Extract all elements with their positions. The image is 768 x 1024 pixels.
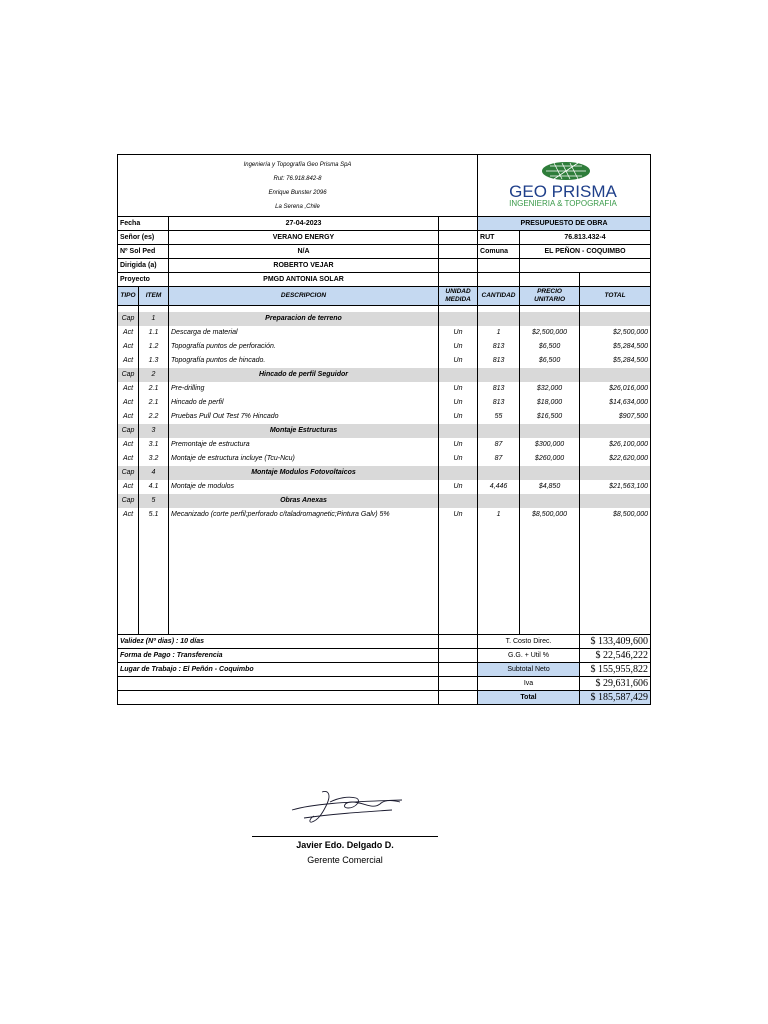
- iva-label: Iva: [478, 677, 580, 691]
- company-rut: Rut: 76.918.842-8: [273, 175, 322, 182]
- table-row: [118, 354, 651, 368]
- forma-pago: Forma de Pago : Transferencia: [118, 649, 439, 663]
- row-precio: [520, 424, 580, 438]
- row-precio: $4,850: [520, 480, 580, 494]
- blank-row: [118, 550, 651, 564]
- row-unidad: Un: [439, 508, 478, 522]
- company-name: Ingeniería y Topografía Geo Prisma SpA: [243, 161, 352, 168]
- row-unidad: Un: [439, 438, 478, 452]
- empty-cell: [439, 663, 478, 677]
- row-item: 1.1: [139, 326, 169, 340]
- row-description: Pre-drilling: [169, 382, 439, 396]
- row-precio: [520, 466, 580, 480]
- row-description: Montaje Estructuras: [169, 424, 439, 438]
- blank-row: [118, 620, 651, 635]
- row-total: [580, 312, 651, 326]
- empty-cell: [439, 217, 478, 231]
- budget-table: [117, 154, 651, 705]
- gg-value: $ 22,546,222: [580, 649, 651, 663]
- row-item: 5: [139, 494, 169, 508]
- solped-value: N/A: [169, 245, 439, 259]
- header-block: [118, 155, 651, 313]
- row-precio: $8,500,000: [520, 508, 580, 522]
- row-cantidad: 1: [478, 326, 520, 340]
- row-tipo: Act: [118, 340, 139, 354]
- row-unidad: [439, 368, 478, 382]
- row-tipo: Cap: [118, 312, 139, 326]
- items-body: [118, 312, 651, 635]
- row-item: 2: [139, 368, 169, 382]
- row-cantidad: 1: [478, 508, 520, 522]
- column-header-row: [118, 287, 651, 306]
- fecha-label: Fecha: [118, 217, 169, 231]
- row-tipo: Act: [118, 452, 139, 466]
- row-precio: $300,000: [520, 438, 580, 452]
- row-tipo: Cap: [118, 494, 139, 508]
- senor-label: Señor (es): [118, 231, 169, 245]
- row-tipo: Act: [118, 508, 139, 522]
- row-tipo: Act: [118, 326, 139, 340]
- empty-cell: [439, 259, 478, 273]
- dirigida-label: Dirigida (a): [118, 259, 169, 273]
- proyecto-label: Proyecto: [118, 273, 169, 287]
- empty-cell: [478, 273, 520, 287]
- table-row: [118, 452, 651, 466]
- validez: Validez (Nº dias) : 10 días: [118, 635, 439, 649]
- table-row: [118, 410, 651, 424]
- row-unidad: Un: [439, 354, 478, 368]
- row-total: $14,634,000: [580, 396, 651, 410]
- empty-cell: [439, 273, 478, 287]
- row-unidad: Un: [439, 480, 478, 494]
- empty-cell: [478, 259, 520, 273]
- row-description: Topografía puntos de hincado.: [169, 354, 439, 368]
- row-total: [580, 368, 651, 382]
- row-description: Montaje de modulos: [169, 480, 439, 494]
- row-description: Hincado de perfil Seguidor: [169, 368, 439, 382]
- row-cantidad: 813: [478, 382, 520, 396]
- row-tipo: Cap: [118, 368, 139, 382]
- row-cantidad: 87: [478, 438, 520, 452]
- row-cantidad: [478, 466, 520, 480]
- col-tipo: TIPO: [118, 287, 139, 306]
- row-unidad: Un: [439, 396, 478, 410]
- row-total: $26,100,000: [580, 438, 651, 452]
- empty-cell: [520, 259, 651, 273]
- row-cantidad: [478, 368, 520, 382]
- doc-title: PRESUPUESTO DE OBRA: [478, 217, 651, 231]
- rut-label: RUT: [478, 231, 520, 245]
- comuna-value: EL PEÑON - COQUIMBO: [520, 245, 651, 259]
- signer-name: Javier Edo. Delgado D.: [296, 840, 394, 850]
- row-precio: [520, 312, 580, 326]
- row-precio: $6,500: [520, 340, 580, 354]
- row-item: 3: [139, 424, 169, 438]
- empty-cell: [439, 245, 478, 259]
- chapter-row: [118, 368, 651, 382]
- blank-row: [118, 592, 651, 606]
- row-item: 5.1: [139, 508, 169, 522]
- dirigida-value: ROBERTO VEJAR: [169, 259, 439, 273]
- company-address: Enrique Bunster 2096: [268, 189, 327, 196]
- solped-label: Nº Sol Ped: [118, 245, 169, 259]
- row-total: $22,620,000: [580, 452, 651, 466]
- comuna-label: Comuna: [478, 245, 520, 259]
- row-total: [580, 494, 651, 508]
- chapter-row: [118, 312, 651, 326]
- chapter-row: [118, 494, 651, 508]
- row-unidad: Un: [439, 382, 478, 396]
- row-description: Hincado de perfil: [169, 396, 439, 410]
- row-item: 3.2: [139, 452, 169, 466]
- row-cantidad: 813: [478, 396, 520, 410]
- table-row: [118, 396, 651, 410]
- row-cantidad: 813: [478, 340, 520, 354]
- table-row: [118, 480, 651, 494]
- row-total: $2,500,000: [580, 326, 651, 340]
- row-precio: [520, 368, 580, 382]
- empty-cell: [118, 691, 439, 705]
- row-total: $8,500,000: [580, 508, 651, 522]
- blank-row: [118, 522, 651, 536]
- empty-cell: [439, 635, 478, 649]
- col-descripcion: DESCRIPCION: [169, 287, 439, 306]
- row-unidad: [439, 466, 478, 480]
- empty-cell: [439, 649, 478, 663]
- geo-prisma-logo: [478, 155, 648, 211]
- table-row: [118, 508, 651, 522]
- row-cantidad: [478, 424, 520, 438]
- row-cantidad: 4,446: [478, 480, 520, 494]
- row-tipo: Act: [118, 382, 139, 396]
- total-label: Total: [478, 691, 580, 705]
- blank-row: [118, 578, 651, 592]
- empty-cell: [439, 231, 478, 245]
- row-description: Mecanizado (corte perfil;perforado c/taladromagnetic;Pintura Galv) 5%: [169, 508, 439, 522]
- table-row: [118, 340, 651, 354]
- row-item: 4.1: [139, 480, 169, 494]
- row-precio: $32,000: [520, 382, 580, 396]
- logo-brand-text: GEO PRISMA: [509, 182, 617, 201]
- row-precio: $16,500: [520, 410, 580, 424]
- rut-value: 76.813.432-4: [520, 231, 651, 245]
- row-total: $26,016,000: [580, 382, 651, 396]
- row-description: Descarga de material: [169, 326, 439, 340]
- empty-cell: [580, 273, 651, 287]
- row-cantidad: [478, 312, 520, 326]
- row-unidad: [439, 494, 478, 508]
- signer-role: Gerente Comercial: [307, 855, 383, 865]
- iva-value: $ 29,631,606: [580, 677, 651, 691]
- fecha-value: 27-04-2023: [169, 217, 439, 231]
- row-item: 2.2: [139, 410, 169, 424]
- costo-value: $ 133,409,600: [580, 635, 651, 649]
- blank-row: [118, 536, 651, 550]
- row-unidad: Un: [439, 410, 478, 424]
- lugar-trabajo: Lugar de Trabajo : El Peñón - Coquimbo: [118, 663, 439, 677]
- empty-cell: [118, 677, 439, 691]
- empty-cell: [520, 273, 580, 287]
- blank-row: [118, 564, 651, 578]
- row-tipo: Cap: [118, 424, 139, 438]
- row-description: Pruebas Pull Out Test 7% Hincado: [169, 410, 439, 424]
- row-precio: [520, 494, 580, 508]
- row-item: 2.1: [139, 382, 169, 396]
- row-tipo: Act: [118, 438, 139, 452]
- gg-label: G.G. + Util %: [478, 649, 580, 663]
- logo-cell: [478, 155, 651, 217]
- blank-row: [118, 606, 651, 620]
- row-description: Preparacion de terreno: [169, 312, 439, 326]
- row-precio: $260,000: [520, 452, 580, 466]
- row-total: $21,563,100: [580, 480, 651, 494]
- signature-line: [252, 836, 438, 837]
- costo-label: T. Costo Direc.: [478, 635, 580, 649]
- col-total: TOTAL: [580, 287, 651, 306]
- row-tipo: Act: [118, 410, 139, 424]
- row-description: Montaje de estructura incluye (Tcu-Ncu): [169, 452, 439, 466]
- col-item: ITEM: [139, 287, 169, 306]
- row-total: [580, 466, 651, 480]
- row-cantidad: 87: [478, 452, 520, 466]
- subtotal-label: Subtotal Neto: [478, 663, 580, 677]
- row-unidad: [439, 424, 478, 438]
- senor-value: VERANO ENERGY: [169, 231, 439, 245]
- signature-scribble: [252, 780, 438, 836]
- row-item: 1: [139, 312, 169, 326]
- row-item: 2.1: [139, 396, 169, 410]
- row-precio: $18,000: [520, 396, 580, 410]
- chapter-row: [118, 424, 651, 438]
- subtotal-value: $ 155,955,822: [580, 663, 651, 677]
- logo-tagline-text: INGENIERIA & TOPOGRAFIA: [509, 199, 617, 208]
- budget-sheet: [117, 154, 650, 705]
- row-cantidad: 813: [478, 354, 520, 368]
- row-unidad: Un: [439, 340, 478, 354]
- row-tipo: Act: [118, 480, 139, 494]
- row-item: 4: [139, 466, 169, 480]
- table-row: [118, 438, 651, 452]
- row-tipo: Act: [118, 354, 139, 368]
- row-cantidad: [478, 494, 520, 508]
- row-description: Montaje Modulos Fotovoltaicos: [169, 466, 439, 480]
- row-tipo: Act: [118, 396, 139, 410]
- total-value: $ 185,587,429: [580, 691, 651, 705]
- row-unidad: Un: [439, 452, 478, 466]
- table-row: [118, 326, 651, 340]
- row-precio: $2,500,000: [520, 326, 580, 340]
- totals-block: [118, 635, 651, 705]
- row-unidad: [439, 312, 478, 326]
- company-info: [118, 155, 478, 217]
- col-precio: PRECIO UNITARIO: [520, 287, 580, 306]
- row-description: Topografía puntos de perforación.: [169, 340, 439, 354]
- row-item: 1.2: [139, 340, 169, 354]
- row-total: $5,284,500: [580, 354, 651, 368]
- row-unidad: Un: [439, 326, 478, 340]
- row-item: 3.1: [139, 438, 169, 452]
- col-cantidad: CANTIDAD: [478, 287, 520, 306]
- row-description: Premontaje de estructura: [169, 438, 439, 452]
- col-unidad: UNIDAD MEDIDA: [439, 287, 478, 306]
- proyecto-value: PMGD ANTONIA SOLAR: [169, 273, 439, 287]
- row-tipo: Cap: [118, 466, 139, 480]
- row-item: 1.3: [139, 354, 169, 368]
- chapter-row: [118, 466, 651, 480]
- row-description: Obras Anexas: [169, 494, 439, 508]
- row-total: [580, 424, 651, 438]
- table-row: [118, 382, 651, 396]
- empty-cell: [439, 677, 478, 691]
- row-total: $5,284,500: [580, 340, 651, 354]
- row-cantidad: 55: [478, 410, 520, 424]
- row-total: $907,500: [580, 410, 651, 424]
- row-precio: $6,500: [520, 354, 580, 368]
- company-city: La Serena ,Chile: [275, 203, 320, 210]
- empty-cell: [439, 691, 478, 705]
